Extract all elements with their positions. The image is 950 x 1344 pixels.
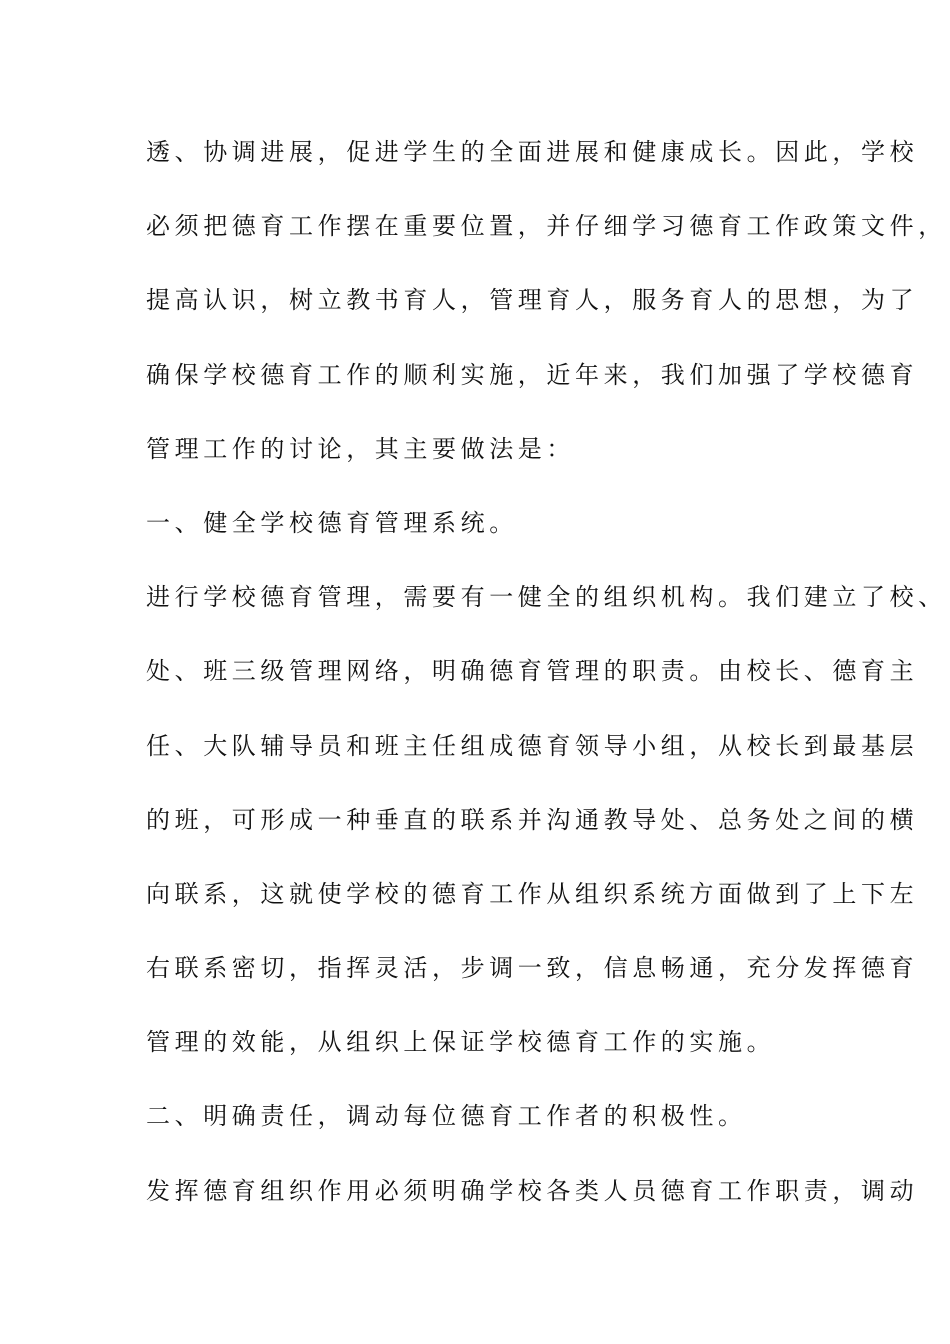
text-line: 提高认识，树立教书育人，管理育人，服务育人的思想，为了 (146, 286, 919, 315)
text-line: 右联系密切，指挥灵活，步调一致，信息畅通，充分发挥德育 (146, 954, 919, 983)
text-line: 向联系，这就使学校的德育工作从组织系统方面做到了上下左 (146, 879, 919, 908)
document-body (146, 130, 947, 1243)
text-line: 进行学校德育管理，需要有一健全的组织机构。我们建立了校、 (146, 583, 947, 612)
text-line: 必须把德育工作摆在重要位置，并仔细学习德育工作政策文件， (146, 212, 947, 241)
text-line: 管理的效能，从组织上保证学校德育工作的实施。 (146, 1028, 776, 1057)
text-line: 确保学校德育工作的顺利实施，近年来，我们加强了学校德育 (146, 360, 919, 389)
text-line: 管理工作的讨论，其主要做法是： (146, 434, 575, 463)
text-line: 透、协调进展，促进学生的全面进展和健康成长。因此，学校 (146, 138, 919, 166)
section-heading: 一、健全学校德育管理系统。 (146, 508, 518, 537)
text-line: 的班，可形成一种垂直的联系并沟通教导处、总务处之间的横 (146, 805, 919, 834)
section-heading: 二、明确责任，调动每位德育工作者的积极性。 (146, 1102, 747, 1131)
text-line: 处、班三级管理网络，明确德育管理的职责。由校长、德育主 (146, 657, 919, 686)
text-line: 发挥德育组织作用必须明确学校各类人员德育工作职责，调动 (146, 1176, 919, 1205)
text-line: 任、大队辅导员和班主任组成德育领导小组，从校长到最基层 (146, 731, 919, 760)
